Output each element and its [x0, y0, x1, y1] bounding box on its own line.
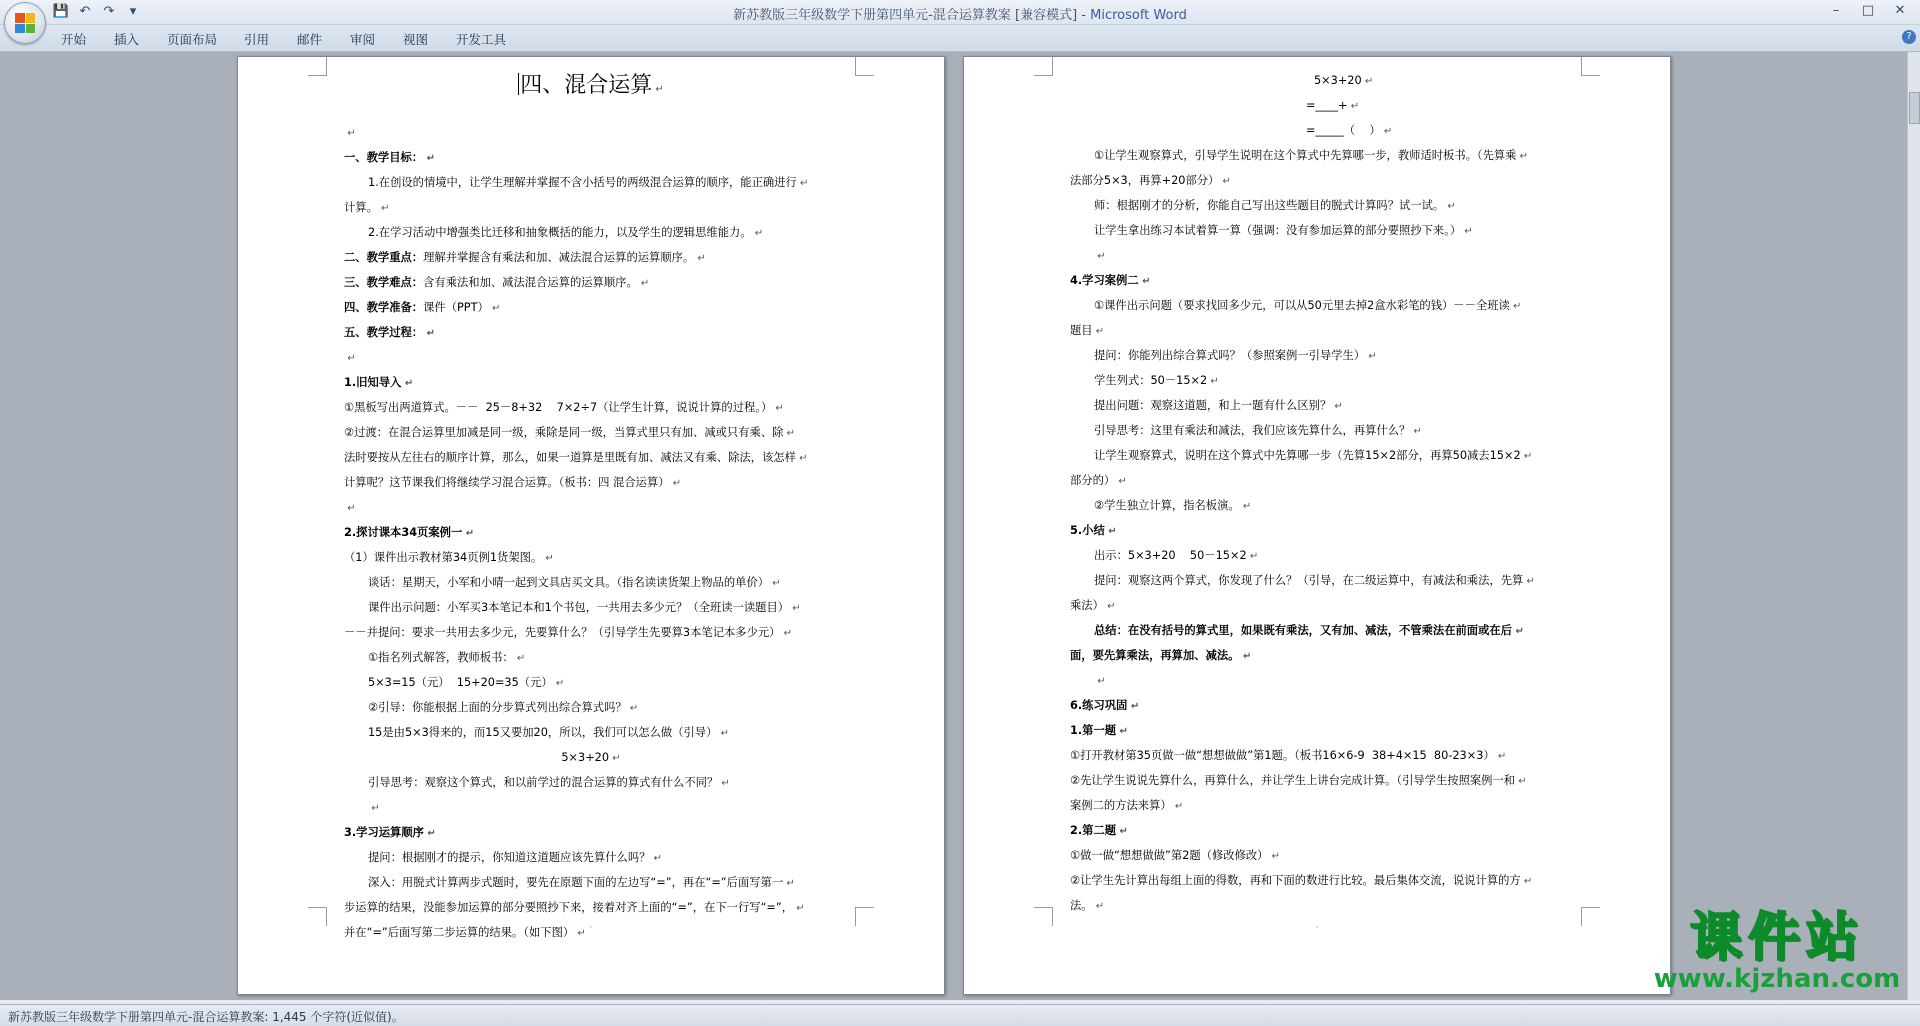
document-line: [1070, 469, 1564, 494]
document-line: [344, 396, 838, 421]
undo-icon[interactable]: ↶: [79, 4, 91, 19]
paragraph-mark: ↵: [1092, 901, 1105, 912]
paragraph-mark: ↵: [780, 628, 793, 639]
paragraph-mark: ↵: [1171, 801, 1184, 812]
paragraph-mark: ↵: [669, 478, 682, 489]
paragraph-mark: ↵: [1094, 676, 1106, 687]
paragraph-mark: ↵: [1512, 626, 1524, 637]
paragraph-mark: ↵: [694, 253, 706, 264]
customize-qat-icon[interactable]: ▾: [129, 4, 137, 19]
line-text: 二、教学重点：理解并掌握含有乘法和加、减法混合运算的运算顺序。: [344, 251, 695, 264]
paragraph-mark: ↵: [377, 203, 390, 214]
line-text: 计算呢？这节课我们将继续学习混合运算。（板书：四 混合运算）: [344, 476, 670, 489]
line-text: ②学生独立计算，指名板演。: [1094, 499, 1240, 512]
window-title: [0, 4, 1920, 23]
paragraph-mark: ↵: [772, 403, 784, 414]
document-line: [344, 521, 838, 546]
line-text: 4.学习案例二: [1070, 274, 1139, 287]
paragraph-mark: ↵: [1410, 426, 1422, 437]
paragraph-mark: ↵: [1444, 201, 1456, 212]
document-line: [1070, 119, 1564, 144]
line-text: 总结：在没有括号的算式里，如果既有乘法，又有加、减法，不管乘法在前面或在后: [1094, 624, 1512, 637]
line-text: 三、教学难点：含有乘法和加、减法混合运算的运算顺序。: [344, 276, 638, 289]
paragraph-mark: ↵: [1103, 601, 1116, 612]
paragraph-mark: ↵: [718, 778, 730, 789]
tab-references[interactable]: 引用: [244, 32, 270, 47]
redo-icon[interactable]: ↷: [103, 4, 115, 19]
line-text: 提问：观察这两个算式，你发现了什么？（引导，在二级运算中，有减法和乘法，先算: [1094, 574, 1524, 587]
document-line: [1070, 619, 1564, 644]
line-text: ①打开教材第35页做一做“想想做做”第1题。（板书16×6-9 38+4×15 80-23×3）: [1070, 749, 1495, 762]
line-text: 引导思考：观察这个算式，和以前学过的混合运算的算式有什么不同？: [368, 776, 719, 789]
line-text: 法部分5×3，再算+20部分）: [1070, 174, 1220, 187]
line-text: 提出问题：观察这道题，和上一题有什么区别？: [1094, 399, 1332, 412]
page-1[interactable]: [237, 56, 945, 995]
document-line: [344, 696, 838, 721]
document-line: [344, 496, 838, 521]
paragraph-mark: ↵: [789, 603, 801, 614]
line-text: 1.在创设的情境中，让学生理解并掌握不含小括号的两级混合运算的顺序，能正确进行: [368, 176, 797, 189]
paragraph-mark: ↵: [1515, 776, 1527, 787]
paragraph-mark: ↵: [637, 278, 650, 289]
vertical-scrollbar[interactable]: [1907, 52, 1920, 1004]
line-text: =_____（ ）: [1306, 124, 1381, 137]
paragraph-mark: ↵: [795, 453, 808, 464]
line-text: 让学生拿出练习本试着算一算（强调：没有参加运算的部分要照抄下来。）: [1094, 224, 1462, 237]
document-line: [1070, 444, 1564, 469]
help-icon[interactable]: ?: [1902, 30, 1916, 44]
title-bar: [0, 0, 1920, 25]
document-line: [344, 621, 838, 646]
document-title: 四、混合运算 ↵: [520, 73, 664, 98]
document-line: [344, 896, 838, 921]
paragraph-mark: ↵: [401, 378, 414, 389]
document-line: [1070, 794, 1564, 819]
document-line: [1070, 344, 1564, 369]
paragraph-mark: ↵: [1516, 151, 1529, 162]
document-line: [1070, 569, 1564, 594]
paragraph-mark: ↵: [717, 728, 729, 739]
line-text: 出示：5×3+20 50－15×2: [1094, 549, 1247, 562]
document-line: [1070, 769, 1564, 794]
status-bar: [0, 1004, 1920, 1026]
paragraph-mark: ↵: [1239, 651, 1252, 662]
paragraph-mark: ↵: [793, 903, 805, 914]
line-text: ②引导：你能根据上面的分步算式列出综合算式吗？: [368, 701, 627, 714]
document-line: [1070, 544, 1564, 569]
document-line: [344, 221, 838, 246]
line-text: ①黑板写出两道算式。－－ 25－8+32 7×2÷7（让学生计算，说说计算的过程。）: [344, 401, 773, 414]
line-text: 5×3+20: [1314, 74, 1362, 87]
document-line: [344, 821, 838, 846]
paragraph-mark: ↵: [344, 128, 356, 139]
line-text: 学生列式：50－15×2: [1094, 374, 1208, 387]
document-line: [1070, 294, 1564, 319]
line-text: 5.小结: [1070, 524, 1105, 537]
line-text: 法时要按从左往右的顺序计算，那么，如果一道算是里既有加、减法又有乘、除法，该怎样: [344, 451, 796, 464]
page-2[interactable]: [963, 56, 1671, 995]
document-line: [344, 721, 838, 746]
line-text: 并在“=”后面写第二步运算的结果。（如下图）: [344, 926, 575, 939]
paragraph-mark: ↵: [769, 578, 781, 589]
tab-developer[interactable]: 开发工具: [456, 32, 507, 47]
paragraph-mark: ↵: [344, 353, 356, 364]
document-line: [344, 571, 838, 596]
document-line: [1070, 494, 1564, 519]
paragraph-mark: ↵: [1268, 851, 1281, 862]
document-line: [1070, 419, 1564, 444]
paragraph-mark: ↵: [1104, 526, 1117, 537]
document-line: [344, 671, 838, 696]
application-name: Microsoft Word: [1090, 8, 1187, 23]
paragraph-mark: ↵: [488, 303, 501, 314]
document-line: [1070, 744, 1564, 769]
document-line: [344, 296, 838, 321]
paragraph-mark: ↵: [1094, 251, 1106, 262]
document-line: [344, 196, 838, 221]
paragraph-mark: ↵: [1331, 401, 1343, 412]
line-text: 2.第二题: [1070, 824, 1117, 837]
paragraph-mark: ↵: [1520, 451, 1533, 462]
line-text: 法。: [1070, 899, 1093, 912]
document-line: [1070, 219, 1564, 244]
paragraph-mark: ↵: [1494, 751, 1507, 762]
line-text: =____+: [1306, 99, 1348, 112]
paragraph-mark: ↵: [1246, 551, 1259, 562]
tab-view[interactable]: 视图: [403, 32, 429, 47]
watermark-logo: 课件站: [1689, 908, 1864, 968]
paragraph-mark: ↵: [1509, 301, 1522, 312]
document-line: [1070, 269, 1564, 294]
line-text: ②先让学生说说先算什么，再算什么，并让学生上讲台完成计算。（引导学生按照案例一和: [1070, 774, 1516, 787]
office-button[interactable]: [4, 2, 46, 44]
paragraph-mark: ↵: [609, 753, 621, 764]
line-heading: 四、教学准备：: [344, 301, 424, 314]
line-text: 15是由5×3得来的，而15又要加20，所以，我们可以怎么做（引导）: [368, 726, 718, 739]
line-text: 让学生观察算式，说明在这个算式中先算哪一步（先算15×2部分，再算50减去15×2: [1094, 449, 1521, 462]
line-text: ②过渡：在混合运算里加减是同一级，乘除是同一级，当算式里只有加、减或只有乘、除: [344, 426, 784, 439]
line-text: ①课件出示问题（要求找回多少元，可以从50元里去掉2盒水彩笔的钱）－－全班读: [1094, 299, 1510, 312]
paragraph-mark: ↵: [462, 528, 475, 539]
paragraph-mark: ↵: [574, 928, 586, 939]
paragraph-mark: ↵: [1523, 576, 1535, 587]
tab-review[interactable]: 审阅: [350, 32, 376, 47]
paragraph-mark: ↵: [368, 803, 380, 814]
paragraph-mark: ↵: [1138, 276, 1151, 287]
document-line: [344, 246, 838, 271]
document-line: [344, 321, 838, 346]
page-1-body: [344, 121, 838, 946]
line-text: 案例二的方法来算）: [1070, 799, 1172, 812]
line-text: 题目: [1070, 324, 1093, 337]
document-line: [1070, 669, 1564, 694]
line-text: 面，要先算乘法，再算加、减法。: [1070, 649, 1240, 662]
tab-page-layout[interactable]: 页面布局: [167, 32, 218, 47]
document-line: [1070, 719, 1564, 744]
window-controls: [1820, 0, 1916, 20]
paragraph-mark: ↵: [423, 828, 436, 839]
line-heading: 二、教学重点：: [344, 251, 424, 264]
document-line: [344, 871, 838, 896]
line-text: ②让学生先计算出每组上面的得数，再和下面的数进行比较。最后集体交流，说说计算的方: [1070, 874, 1521, 887]
document-name: 新苏教版三年级数学下册第四单元-混合运算教案 [兼容模式] -: [733, 8, 1091, 23]
line-text: 部分的）: [1070, 474, 1116, 487]
line-text: 3.学习运算顺序: [344, 826, 424, 839]
document-line: [344, 171, 838, 196]
paragraph-mark: ↵: [1219, 176, 1231, 187]
document-line: [1070, 894, 1564, 919]
document-line: [1070, 869, 1564, 894]
line-text: ①指名列式解答，教师板书：: [368, 651, 514, 664]
line-text: 四、教学准备：课件（PPT）: [344, 301, 489, 314]
paragraph-mark: ↵: [1347, 101, 1360, 112]
line-text: 提问：你能列出综合算式吗？（参照案例一引导学生）: [1094, 349, 1366, 362]
crop-mark: [1034, 57, 1053, 76]
document-line: [344, 271, 838, 296]
maximize-button[interactable]: □: [1861, 2, 1875, 18]
document-line: [1070, 144, 1564, 169]
document-line: [1070, 644, 1564, 669]
line-text: －－并提问：要求一共用去多少元，先要算什么？（引导学生先要算3本笔记本多少元）: [344, 626, 781, 639]
line-text: 5×3+20: [561, 751, 610, 764]
paragraph-mark: ↵: [1127, 701, 1140, 712]
line-text: 6.练习巩固: [1070, 699, 1128, 712]
document-line: [344, 346, 838, 371]
document-line: [344, 471, 838, 496]
paragraph-mark: ↵: [423, 328, 435, 339]
document-line: [344, 371, 838, 396]
document-line: [1070, 194, 1564, 219]
document-line: [1070, 319, 1564, 344]
document-line: [344, 746, 838, 771]
paragraph-mark: ↵: [423, 153, 435, 164]
line-text: 引导思考：这里有乘法和减法，我们应该先算什么，再算什么？: [1094, 424, 1411, 437]
watermark-url: www.kjzhan.com: [1653, 964, 1901, 994]
tab-insert[interactable]: 插入: [114, 32, 140, 47]
document-line: [344, 146, 838, 171]
document-line: [1070, 519, 1564, 544]
line-heading: 三、教学难点：: [344, 276, 424, 289]
document-line: [1070, 819, 1564, 844]
paragraph-mark: ↵: [1461, 226, 1473, 237]
line-text: 课件出示问题：小军买3本笔记本和1个书包，一共用去多少元？（全班读一读题目）: [368, 601, 790, 614]
save-icon[interactable]: 💾: [52, 4, 70, 19]
document-line: [344, 646, 838, 671]
document-line: [344, 796, 838, 821]
watermark: [1652, 910, 1902, 994]
document-line: [1070, 394, 1564, 419]
document-line: [1070, 369, 1564, 394]
word-count-status: 新苏教版三年级数学下册第四单元-混合运算教案: 1,445 个字符(近似值)。: [8, 1010, 404, 1024]
line-text: 1.旧知导入: [344, 376, 402, 389]
crop-mark: [1581, 57, 1600, 76]
line-text: 计算。: [344, 201, 378, 214]
document-line: [344, 121, 838, 146]
paragraph-mark: ↵: [751, 228, 764, 239]
paragraph-mark: ↵: [1092, 326, 1105, 337]
paragraph-mark: ↵: [796, 178, 809, 189]
paragraph-mark: ↵: [1361, 76, 1374, 87]
line-text: 五、教学过程：: [344, 326, 424, 339]
document-line: [1070, 169, 1564, 194]
line-text: 1.第一题: [1070, 724, 1117, 737]
document-title-text: 四、混合运算: [520, 73, 653, 98]
tab-home[interactable]: 开始: [61, 32, 87, 47]
line-text: 步运算的结果，没能参加运算的部分要照抄下来，接着对齐上面的“=”，在下一行写“=”，: [344, 901, 794, 914]
line-text: 一、教学目标：: [344, 151, 424, 164]
line-text: 乘法）: [1070, 599, 1104, 612]
paragraph-mark: ↵: [783, 878, 795, 889]
paragraph-mark: ↵: [1365, 351, 1377, 362]
line-text: ①让学生观察算式，引导学生说明在这个算式中先算哪一步，教师适时板书。（先算乘: [1094, 149, 1517, 162]
line-text: （1）课件出示教材第34页例1货架图。: [344, 551, 543, 564]
document-area: [0, 52, 1908, 1004]
line-text: 5×3=15（元） 15+20=35（元）: [368, 676, 553, 689]
line-text: 深入：用脱式计算两步式题时，要先在原题下面的左边写“=”，再在“=”后面写第一: [368, 876, 784, 889]
document-line: [1070, 94, 1564, 119]
paragraph-mark: ↵: [1239, 501, 1252, 512]
line-text: 2.探讨课本34页案例一: [344, 526, 463, 539]
ribbon-tab-bar: [0, 25, 1920, 52]
paragraph-mark: ↵: [344, 503, 356, 514]
line-text: 谈话：星期天，小军和小晴一起到文具店买文具。（指名读读货架上物品的单价）: [368, 576, 770, 589]
office-logo-icon: [15, 13, 35, 33]
paragraph-mark: ↵: [783, 428, 795, 439]
document-line: [344, 596, 838, 621]
document-line: [1070, 594, 1564, 619]
paragraph-mark: ↵: [1520, 876, 1533, 887]
tab-mailings[interactable]: 邮件: [297, 32, 323, 47]
close-button[interactable]: ✕: [1894, 2, 1906, 18]
line-text: ①做一做“想想做做”第2题（修改修改）: [1070, 849, 1269, 862]
minimize-button[interactable]: –: [1832, 2, 1840, 18]
paragraph-mark: ↵: [552, 678, 565, 689]
paragraph-mark: ↵: [626, 703, 639, 714]
document-line: [1070, 244, 1564, 269]
paragraph-mark: ↵: [1115, 476, 1127, 487]
document-line: [344, 846, 838, 871]
paragraph-mark: ↵: [1116, 826, 1128, 837]
document-line: [344, 421, 838, 446]
line-text: 2.在学习活动中增强类比迁移和抽象概括的能力，以及学生的逻辑思维能力。: [368, 226, 752, 239]
paragraph-mark: ↵: [650, 853, 662, 864]
paragraph-mark: ↵: [1380, 126, 1393, 137]
page-2-body: [1070, 69, 1564, 919]
paragraph-mark: ↵: [1207, 376, 1219, 387]
line-text: 师：根据刚才的分析，你能自己写出这些题目的脱式计算吗？试一试。: [1094, 199, 1445, 212]
footer-mark: ·: [589, 923, 593, 933]
paragraph-mark: ↵: [513, 653, 526, 664]
paragraph-mark: ↵: [1116, 726, 1128, 737]
document-line: [1070, 694, 1564, 719]
document-line: [344, 546, 838, 571]
line-text: 提问：根据刚才的提示，你知道这道题应该先算什么吗？: [368, 851, 651, 864]
paragraph-mark: ↵: [542, 553, 554, 564]
footer-mark: ·: [1315, 923, 1319, 933]
document-line: [1070, 844, 1564, 869]
scrollbar-thumb[interactable]: [1909, 92, 1920, 124]
document-line: [344, 771, 838, 796]
document-line: [344, 446, 838, 471]
document-line: [1070, 69, 1564, 94]
